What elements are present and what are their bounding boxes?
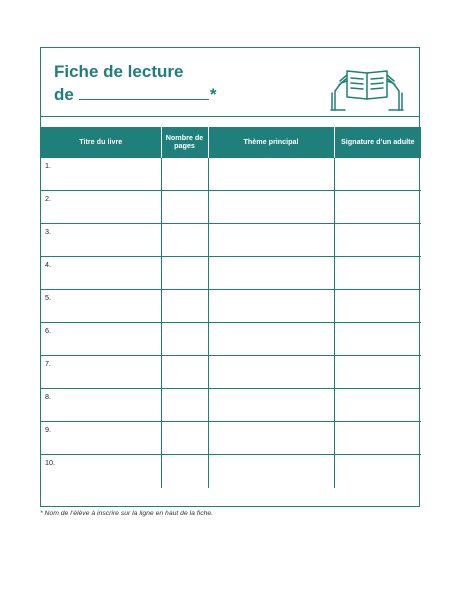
title-asterisk: * bbox=[209, 85, 217, 104]
page-count-cell[interactable] bbox=[161, 191, 208, 224]
main-theme-cell[interactable] bbox=[208, 422, 334, 455]
page-count-cell[interactable] bbox=[161, 257, 208, 290]
adult-signature-cell[interactable] bbox=[334, 389, 421, 422]
page-count-cell[interactable] bbox=[161, 224, 208, 257]
book-title-cell[interactable]: 3. bbox=[41, 224, 161, 257]
table-row bbox=[41, 224, 421, 257]
student-name-line bbox=[54, 85, 216, 105]
page-count-cell[interactable] bbox=[161, 422, 208, 455]
adult-signature-cell[interactable] bbox=[334, 290, 421, 323]
main-theme-cell[interactable] bbox=[208, 191, 334, 224]
adult-signature-cell[interactable] bbox=[334, 455, 421, 488]
table-row bbox=[41, 191, 421, 224]
column-header-pages: Nombre de pages bbox=[161, 127, 208, 158]
main-theme-cell[interactable] bbox=[208, 257, 334, 290]
table-row bbox=[41, 158, 421, 191]
open-book-hands-icon bbox=[329, 61, 405, 111]
main-theme-cell[interactable] bbox=[208, 224, 334, 257]
table-row bbox=[41, 257, 421, 290]
book-title-cell[interactable]: 9. bbox=[41, 422, 161, 455]
table-row bbox=[41, 389, 421, 422]
adult-signature-cell[interactable] bbox=[334, 422, 421, 455]
student-name-blank[interactable] bbox=[79, 86, 209, 100]
table-row bbox=[41, 323, 421, 356]
table-row bbox=[41, 290, 421, 323]
page-count-cell[interactable] bbox=[161, 323, 208, 356]
book-title-cell[interactable]: 2. bbox=[41, 191, 161, 224]
reading-log-table bbox=[41, 127, 421, 488]
book-title-cell[interactable]: 4. bbox=[41, 257, 161, 290]
table-row bbox=[41, 455, 421, 488]
column-header-theme: Thème principal bbox=[208, 127, 334, 158]
title-prefix: de bbox=[54, 85, 74, 104]
book-title-cell[interactable]: 5. bbox=[41, 290, 161, 323]
page-count-cell[interactable] bbox=[161, 158, 208, 191]
main-theme-cell[interactable] bbox=[208, 323, 334, 356]
main-theme-cell[interactable] bbox=[208, 356, 334, 389]
book-title-cell[interactable]: 1. bbox=[41, 158, 161, 191]
main-theme-cell[interactable] bbox=[208, 158, 334, 191]
reading-log-sheet bbox=[40, 47, 420, 507]
header-divider bbox=[41, 116, 419, 117]
table-row bbox=[41, 356, 421, 389]
main-theme-cell[interactable] bbox=[208, 389, 334, 422]
page-count-cell[interactable] bbox=[161, 389, 208, 422]
adult-signature-cell[interactable] bbox=[334, 158, 421, 191]
book-title-cell[interactable]: 10. bbox=[41, 455, 161, 488]
adult-signature-cell[interactable] bbox=[334, 356, 421, 389]
column-header-signature: Signature d’un adulte bbox=[334, 127, 421, 158]
column-header-title: Titre du livre bbox=[41, 127, 161, 158]
table-header-row bbox=[41, 127, 421, 158]
main-theme-cell[interactable] bbox=[208, 290, 334, 323]
page-count-cell[interactable] bbox=[161, 356, 208, 389]
page-title: Fiche de lecture bbox=[54, 62, 184, 81]
page-count-cell[interactable] bbox=[161, 455, 208, 488]
page-count-cell[interactable] bbox=[161, 290, 208, 323]
table-row bbox=[41, 422, 421, 455]
adult-signature-cell[interactable] bbox=[334, 191, 421, 224]
book-title-cell[interactable]: 8. bbox=[41, 389, 161, 422]
adult-signature-cell[interactable] bbox=[334, 257, 421, 290]
sheet-header bbox=[41, 48, 419, 116]
book-title-cell[interactable]: 6. bbox=[41, 323, 161, 356]
adult-signature-cell[interactable] bbox=[334, 323, 421, 356]
book-title-cell[interactable]: 7. bbox=[41, 356, 161, 389]
footnote: * Nom de l’élève à inscrire sur la ligne en haut de la fiche. bbox=[40, 510, 214, 517]
adult-signature-cell[interactable] bbox=[334, 224, 421, 257]
main-theme-cell[interactable] bbox=[208, 455, 334, 488]
